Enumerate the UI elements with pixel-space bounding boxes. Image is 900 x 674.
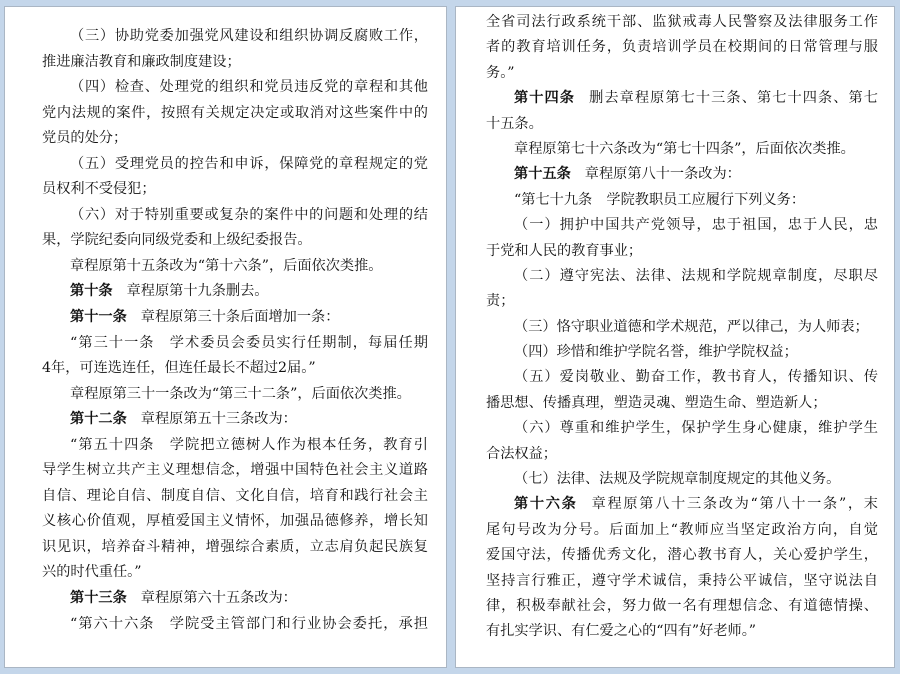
text-line xyxy=(42,356,428,382)
text-line xyxy=(486,391,878,416)
text-line xyxy=(486,188,878,213)
article-label: 第十六条 xyxy=(514,496,578,513)
line-text: （六）对于特别重要或复杂的案件中的问题和处理的结 xyxy=(70,206,428,223)
line-text: 删去章程原第七十三条、第七十四条、第七 xyxy=(589,90,878,107)
line-text: （三）恪守职业道德和学术规范，严以律己，为人师表； xyxy=(514,318,869,335)
line-text: 章程原第七十六条改为“第七十四条”，后面依次类推。 xyxy=(514,140,855,157)
line-text: 自信、理论自信、制度自信、文化自信，培育和践行社会主 xyxy=(42,487,428,504)
line-text: 播思想、传播真理，塑造灵魂、塑造生命、塑造新人； xyxy=(486,394,827,411)
text-line xyxy=(42,75,428,101)
left-page xyxy=(4,6,447,668)
text-line xyxy=(486,569,878,594)
text-line xyxy=(42,101,428,127)
right-page xyxy=(455,6,895,668)
line-text: （四）检查、处理党的组织和党员违反党的章程和其他 xyxy=(70,79,428,96)
text-line xyxy=(486,543,878,568)
text-line xyxy=(42,458,428,484)
article-label: 第十二条 xyxy=(70,411,127,428)
text-line xyxy=(42,228,428,254)
text-line xyxy=(42,331,428,357)
text-line xyxy=(486,315,878,340)
line-text: 推进廉洁教育和廉政制度建设； xyxy=(42,53,241,70)
line-text: （三）协助党委加强党风建设和组织协调反腐败工作， xyxy=(70,28,428,44)
text-line xyxy=(42,279,428,305)
text-line xyxy=(486,340,878,365)
line-text: 于党和人民的教育事业； xyxy=(486,242,643,259)
line-text: 爱国守法，传播优秀文化，潜心教书育人，关心爱护学生， xyxy=(486,547,878,564)
text-line xyxy=(486,137,878,162)
line-text: 尾句号改为分号。后面加上“教师应当坚定政治方向，自觉 xyxy=(486,521,878,538)
line-text: （五）受理党员的控告和申诉，保障党的章程规定的党 xyxy=(70,155,428,172)
article-label: 第十三条 xyxy=(70,590,127,607)
line-text: “第三十一条 学术委员会委员实行任期制，每届任期 xyxy=(70,334,428,351)
line-text: 导学生树立共产主义理想信念，增强中国特色社会主义道路 xyxy=(42,462,428,479)
line-text: 义核心价值观，厚植爱国主义情怀，加强品德修养，增长知 xyxy=(42,513,428,530)
text-line xyxy=(486,619,878,644)
line-text: 全省司法行政系统干部、监狱戒毒人民警察及法律服务工作 xyxy=(486,14,878,30)
text-line xyxy=(486,289,878,314)
line-text: 章程原第三十一条改为“第三十二条”，后面依次类推。 xyxy=(70,385,411,402)
text-line xyxy=(42,484,428,510)
text-line xyxy=(42,433,428,459)
line-text: 合法权益； xyxy=(486,445,557,462)
text-line xyxy=(486,416,878,441)
line-text: 党内法规的案件，按照有关规定决定或取消对这些案件中的 xyxy=(42,104,428,121)
text-line xyxy=(486,492,878,517)
line-text: 员权利不受侵犯； xyxy=(42,181,156,198)
text-line xyxy=(486,10,878,35)
text-line xyxy=(486,365,878,390)
text-line xyxy=(42,50,428,76)
line-text: 十五条。 xyxy=(486,115,543,132)
text-line xyxy=(486,35,878,60)
line-text: 4年，可连选连任，但连任最长不超过2届。” xyxy=(42,360,316,377)
line-text: 章程原第十五条改为“第十六条”，后面依次类推。 xyxy=(70,257,383,274)
line-text: 识见识，培养奋斗精神，增强综合素质，立志肩负起民族复 xyxy=(42,538,428,555)
line-text: （五）爱岗敬业、勤奋工作，教书育人，传播知识、传 xyxy=(514,369,878,386)
line-text: 章程原第六十五条改为： xyxy=(140,590,297,607)
line-text: 兴的时代重任。” xyxy=(42,564,142,581)
text-line xyxy=(42,177,428,203)
text-line xyxy=(42,152,428,178)
line-text: （七）法律、法规及学院规章制度规定的其他义务。 xyxy=(514,471,841,488)
text-line xyxy=(486,442,878,467)
line-text: 章程原第五十三条改为： xyxy=(140,411,297,428)
article-label: 第十四条 xyxy=(514,90,576,107)
text-line xyxy=(42,254,428,280)
line-text: 务。” xyxy=(486,64,515,81)
line-text: 党员的处分； xyxy=(42,130,128,147)
line-text: 者的教育培训任务，负责培训学员在校期间的日常管理与服 xyxy=(486,39,878,56)
text-line xyxy=(42,305,428,331)
text-line xyxy=(42,535,428,561)
text-line xyxy=(486,86,878,111)
text-line xyxy=(42,24,428,50)
text-line xyxy=(42,382,428,408)
line-text: “第五十四条 学院把立德树人作为根本任务，教育引 xyxy=(70,436,428,453)
text-line xyxy=(486,162,878,187)
article-label: 第十一条 xyxy=(70,309,127,326)
line-text: “第六十六条 学院受主管部门和行业协会委托，承担 xyxy=(70,615,428,632)
article-label: 第十五条 xyxy=(514,166,571,183)
line-text: 章程原第十九条删去。 xyxy=(126,283,269,300)
article-label: 第十条 xyxy=(70,283,113,300)
text-line xyxy=(486,61,878,86)
text-line xyxy=(486,112,878,137)
text-line xyxy=(42,612,428,638)
text-line xyxy=(486,518,878,543)
line-text: （六）尊重和维护学生，保护学生身心健康，维护学生 xyxy=(514,420,878,437)
text-line xyxy=(42,126,428,152)
text-line xyxy=(42,509,428,535)
line-text: 有扎实学识、有仁爱之心的“四有”好老师。” xyxy=(486,623,757,640)
line-text: （一）拥护中国共产党领导，忠于祖国，忠于人民，忠 xyxy=(514,217,878,234)
line-text: “第七十九条 学院教职员工应履行下列义务： xyxy=(514,191,806,208)
text-line xyxy=(42,586,428,612)
line-text: （二）遵守宪法、法律、法规和学院规章制度，尽职尽 xyxy=(514,267,878,284)
line-text: （四）珍惜和维护学院名誉，维护学院权益； xyxy=(514,344,798,361)
line-text: 律，积极奉献社会，努力做一名有理想信念、有道德情操、 xyxy=(486,597,878,614)
line-text: 章程原第八十一条改为： xyxy=(584,166,741,183)
line-text: 坚持言行雅正，遵守学术诚信，秉持公平诚信，坚守说法自 xyxy=(486,572,878,589)
text-line xyxy=(486,467,878,492)
text-line xyxy=(42,560,428,586)
text-line xyxy=(486,239,878,264)
line-text: 责； xyxy=(486,293,515,310)
text-line xyxy=(486,213,878,238)
text-line xyxy=(42,203,428,229)
line-text: 章程原第三十条后面增加一条： xyxy=(140,309,340,326)
line-text: 果，学院纪委向同级党委和上级纪委报告。 xyxy=(42,232,312,249)
text-line xyxy=(486,594,878,619)
text-line xyxy=(42,407,428,433)
line-text: 章程原第八十三条改为“第八十一条”，末 xyxy=(591,496,878,513)
text-line xyxy=(486,264,878,289)
